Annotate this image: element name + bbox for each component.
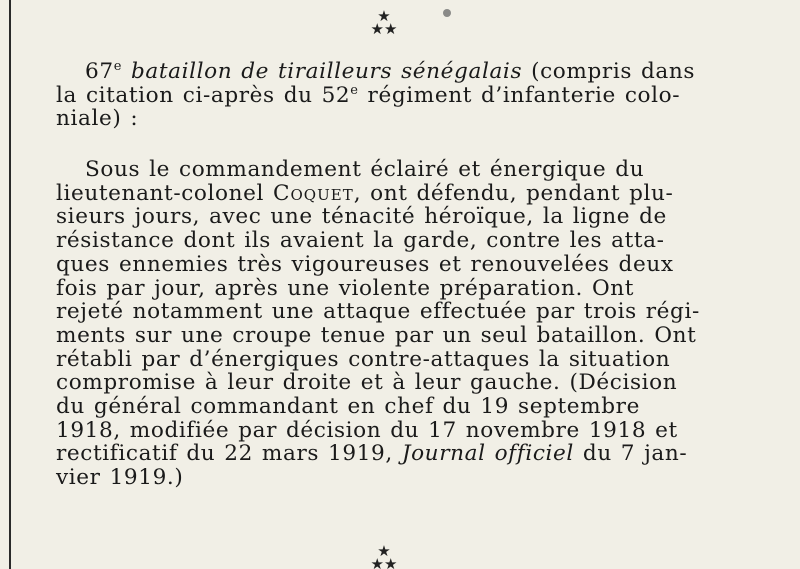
journal-title: Journal officiel <box>401 441 574 467</box>
heading-line-2-b: régiment d’infanterie colo- <box>358 82 681 108</box>
heading-line-2-a: la citation ci-après du 52 <box>56 82 351 108</box>
paper-speck <box>443 9 451 17</box>
heading-line-3: niale) : <box>56 106 139 132</box>
left-margin-rule <box>9 0 11 569</box>
unit-heading-paragraph <box>56 60 736 131</box>
citation-line: du général commandant en chef du 19 septembre <box>56 394 640 420</box>
asterism-star: ★ <box>377 542 391 560</box>
citation-line: compromise à leur droite et à leur gauche. (Décision <box>56 370 678 396</box>
citation-line <box>56 182 736 206</box>
citation-line: Sous le commandement éclairé et énergique du <box>85 157 645 182</box>
unit-name: bataillon de tirailleurs sénégalais <box>130 59 523 84</box>
asterism-stars: ★★ <box>370 555 398 569</box>
unit-number: 67 <box>85 59 114 84</box>
citation-line: ments sur une croupe tenue par un seul bataillon. Ont <box>56 322 697 348</box>
heading-line-1-rest: (compris dans <box>522 59 696 84</box>
citation-line-13-b: du 7 jan- <box>573 441 688 467</box>
citation-line: résistance dont ils avaient la garde, contre les atta- <box>56 228 665 254</box>
citation-line: vier 1919.) <box>56 465 184 491</box>
asterism-stars: ★★ <box>370 20 398 38</box>
citation-line: rétabli par d’énergiques contre-attaques la situation <box>56 346 671 372</box>
ordinal-sup: e <box>113 59 122 74</box>
heading-line-2 <box>56 84 736 108</box>
citation-line: 1918, modifiée par décision du 17 novembre 1918 et <box>56 417 678 443</box>
asterism-bottom <box>368 542 400 569</box>
citation-line-13-a: rectificatif du 22 mars 1919, <box>56 441 402 467</box>
citation-line-2-a: lieutenant-colonel <box>56 180 273 206</box>
citation-line-2-b: , ont défendu, pendant plu- <box>353 180 674 206</box>
asterism-top <box>368 7 400 40</box>
citation-line: ques ennemies très vigoureuses et renouvelées deux <box>56 251 674 277</box>
citation-paragraph <box>56 158 736 490</box>
asterism-star: ★ <box>377 7 391 25</box>
ordinal-sup: e <box>350 82 359 98</box>
citation-line <box>56 442 736 466</box>
commander-name: Coquet <box>272 180 354 206</box>
citation-line: sieurs jours, avec une ténacité héroïque, la ligne de <box>56 204 667 230</box>
citation-line: rejeté notamment une attaque effectuée par trois régi- <box>56 299 700 325</box>
heading-line-1 <box>56 60 736 84</box>
citation-line: fois par jour, après une violente préparation. Ont <box>56 275 635 301</box>
